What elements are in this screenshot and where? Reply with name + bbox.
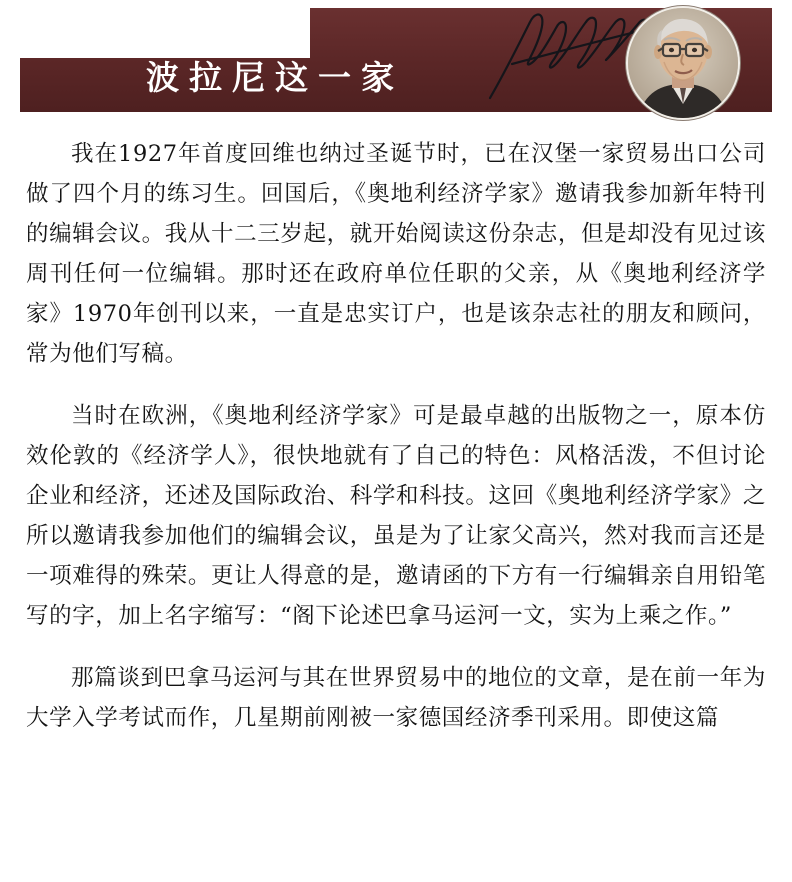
header-margin-right (772, 0, 792, 120)
paragraph: 当时在欧洲，《奥地利经济学家》可是最卓越的出版物之一，原本仿效伦敦的《经济学人》，很快地就有了自己的特色：风格活泼，不但讨论企业和经济，还述及国际政治、科学和科技。这回《奥地利经济学家》之所以邀请我参加他们的编辑会议，虽是为了让家父高兴，然对我而言还是一项难得的殊荣。更让人得意的是，邀请函的下方有一行编辑亲自用铅笔写的字，加上名字缩写：“阁下论述巴拿马运河一文，实为上乘之作。” (26, 403, 766, 629)
portrait-photo (626, 6, 740, 120)
chapter-title: 波拉尼这一家 (146, 58, 404, 97)
body-text (26, 134, 766, 738)
header-margin-left (0, 0, 20, 120)
paragraph: 我在1927年首度回维也纳过圣诞节时，已在汉堡一家贸易出口公司做了四个月的练习生。回国后，《奥地利经济学家》邀请我参加新年特刊的编辑会议。我从十二三岁起，就开始阅读这份杂志，但是却没有见过该周刊任何一位编辑。那时还在政府单位任职的父亲，从《奥地利经济学家》1970年创刊以来，一直是忠实订户，也是该杂志社的朋友和顾问，常为他们写稿。 (26, 141, 766, 367)
chapter-header (0, 0, 792, 120)
paragraph: 那篇谈到巴拿马运河与其在世界贸易中的地位的文章，是在前一年为大学入学考试而作，几星期前刚被一家德国经济季刊采用。即使这篇 (26, 665, 766, 731)
chapter-number: 第 6 章 (48, 12, 184, 48)
